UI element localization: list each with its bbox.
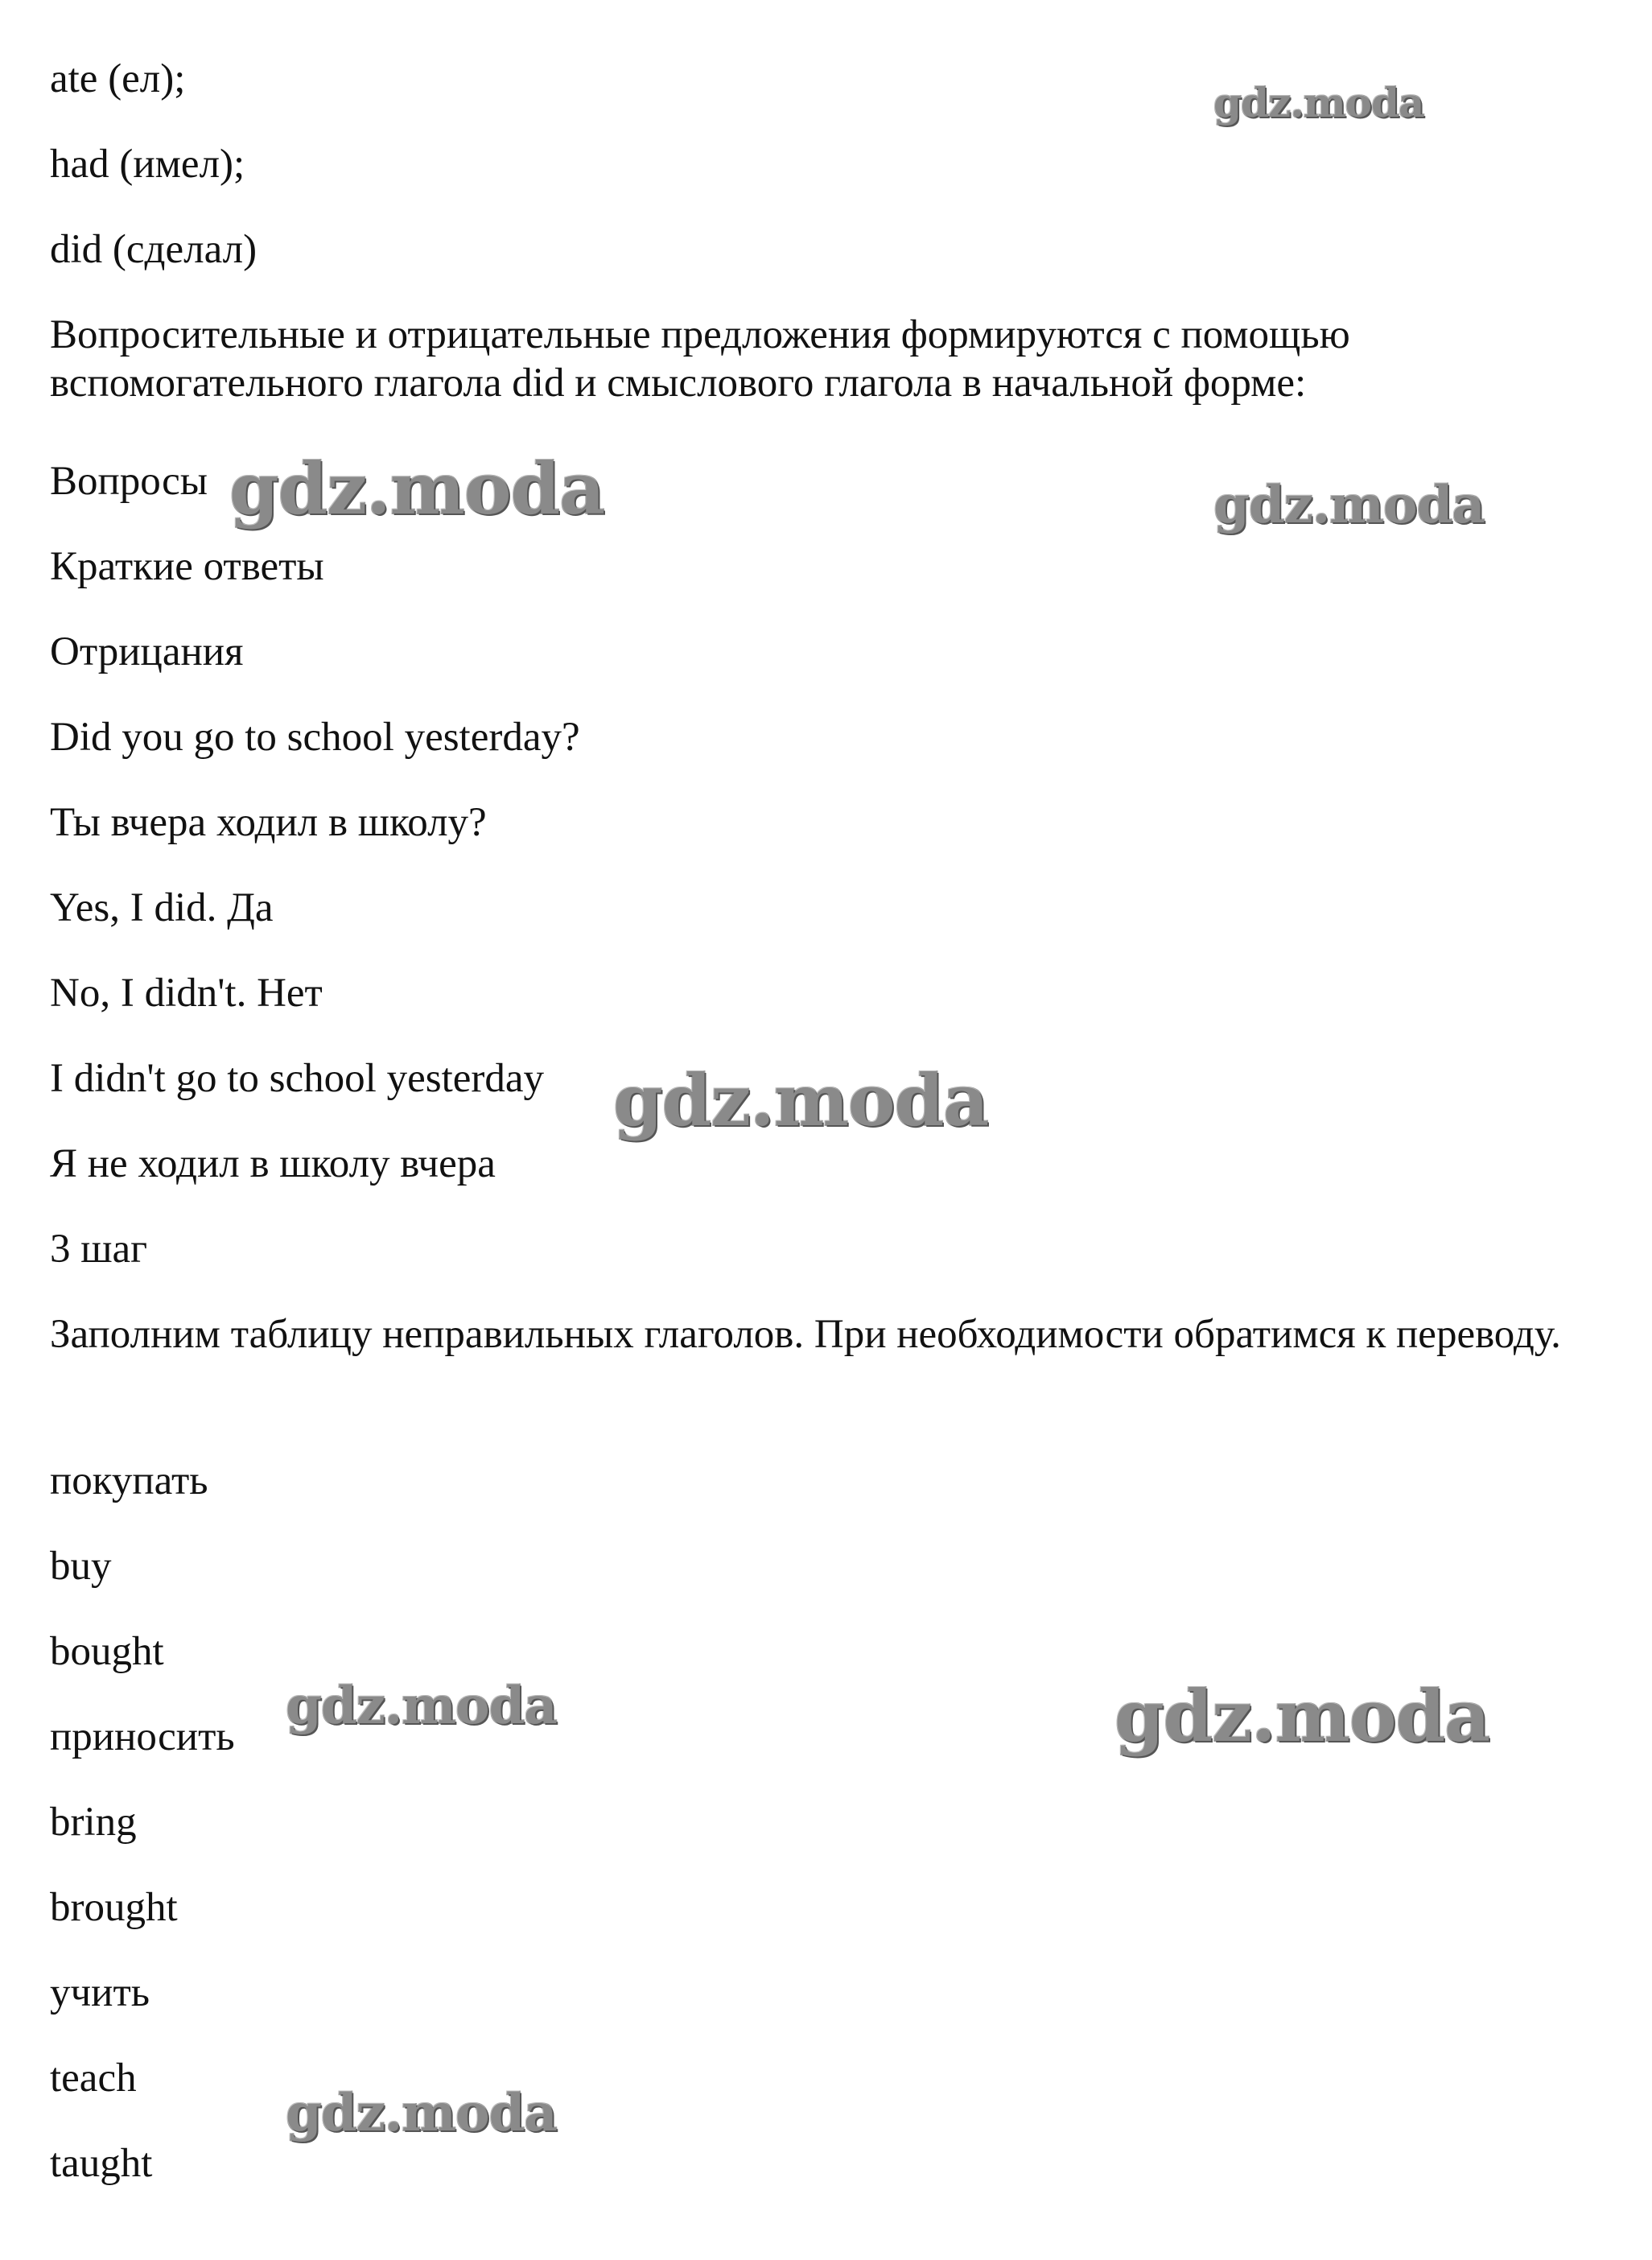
text-line: bought xyxy=(50,1629,164,1674)
text-line: taught xyxy=(50,2141,153,2186)
text-line: No, I didn't. Нет xyxy=(50,971,323,1016)
text-line: Я не ходил в школу вчера xyxy=(50,1141,496,1186)
text-line: Вопросы xyxy=(50,459,208,504)
watermark: gdz.moda xyxy=(1213,79,1424,126)
text-line: 3 шаг xyxy=(50,1227,148,1272)
text-line: Yes, I did. Да xyxy=(50,885,274,930)
text-line: bring xyxy=(50,1800,137,1845)
text-line: ate (ел); xyxy=(50,56,186,101)
watermark: gdz.moda xyxy=(286,2083,557,2143)
text-paragraph: Вопросительные и отрицательные предложения формируются с помощью вспомогательного глагола did и смыслового глагола в начальной форме: xyxy=(50,312,1350,406)
text-line: brought xyxy=(50,1885,178,1930)
watermark: gdz.moda xyxy=(286,1676,557,1736)
text-line: Ты вчера ходил в школу? xyxy=(50,800,487,845)
text-line: had (имел); xyxy=(50,142,245,187)
text-paragraph: Заполним таблицу неправильных глаголов. При необходимости обратимся к переводу. xyxy=(50,1312,1561,1357)
text-line: Отрицания xyxy=(50,629,244,674)
text-line: buy xyxy=(50,1544,112,1589)
text-line: приносить xyxy=(50,1714,235,1759)
text-line: Краткие ответы xyxy=(50,544,324,589)
text-line: покупать xyxy=(50,1458,208,1503)
text-line: did (сделал) xyxy=(50,227,257,272)
text-line: teach xyxy=(50,2056,137,2101)
text-line: учить xyxy=(50,1970,150,2015)
watermark: gdz.moda xyxy=(1114,1674,1490,1758)
watermark: gdz.moda xyxy=(229,447,605,530)
text-line: Did you go to school yesterday? xyxy=(50,715,580,760)
watermark: gdz.moda xyxy=(1213,475,1485,535)
text-line: I didn't go to school yesterday xyxy=(50,1056,544,1101)
watermark: gdz.moda xyxy=(613,1058,989,1142)
